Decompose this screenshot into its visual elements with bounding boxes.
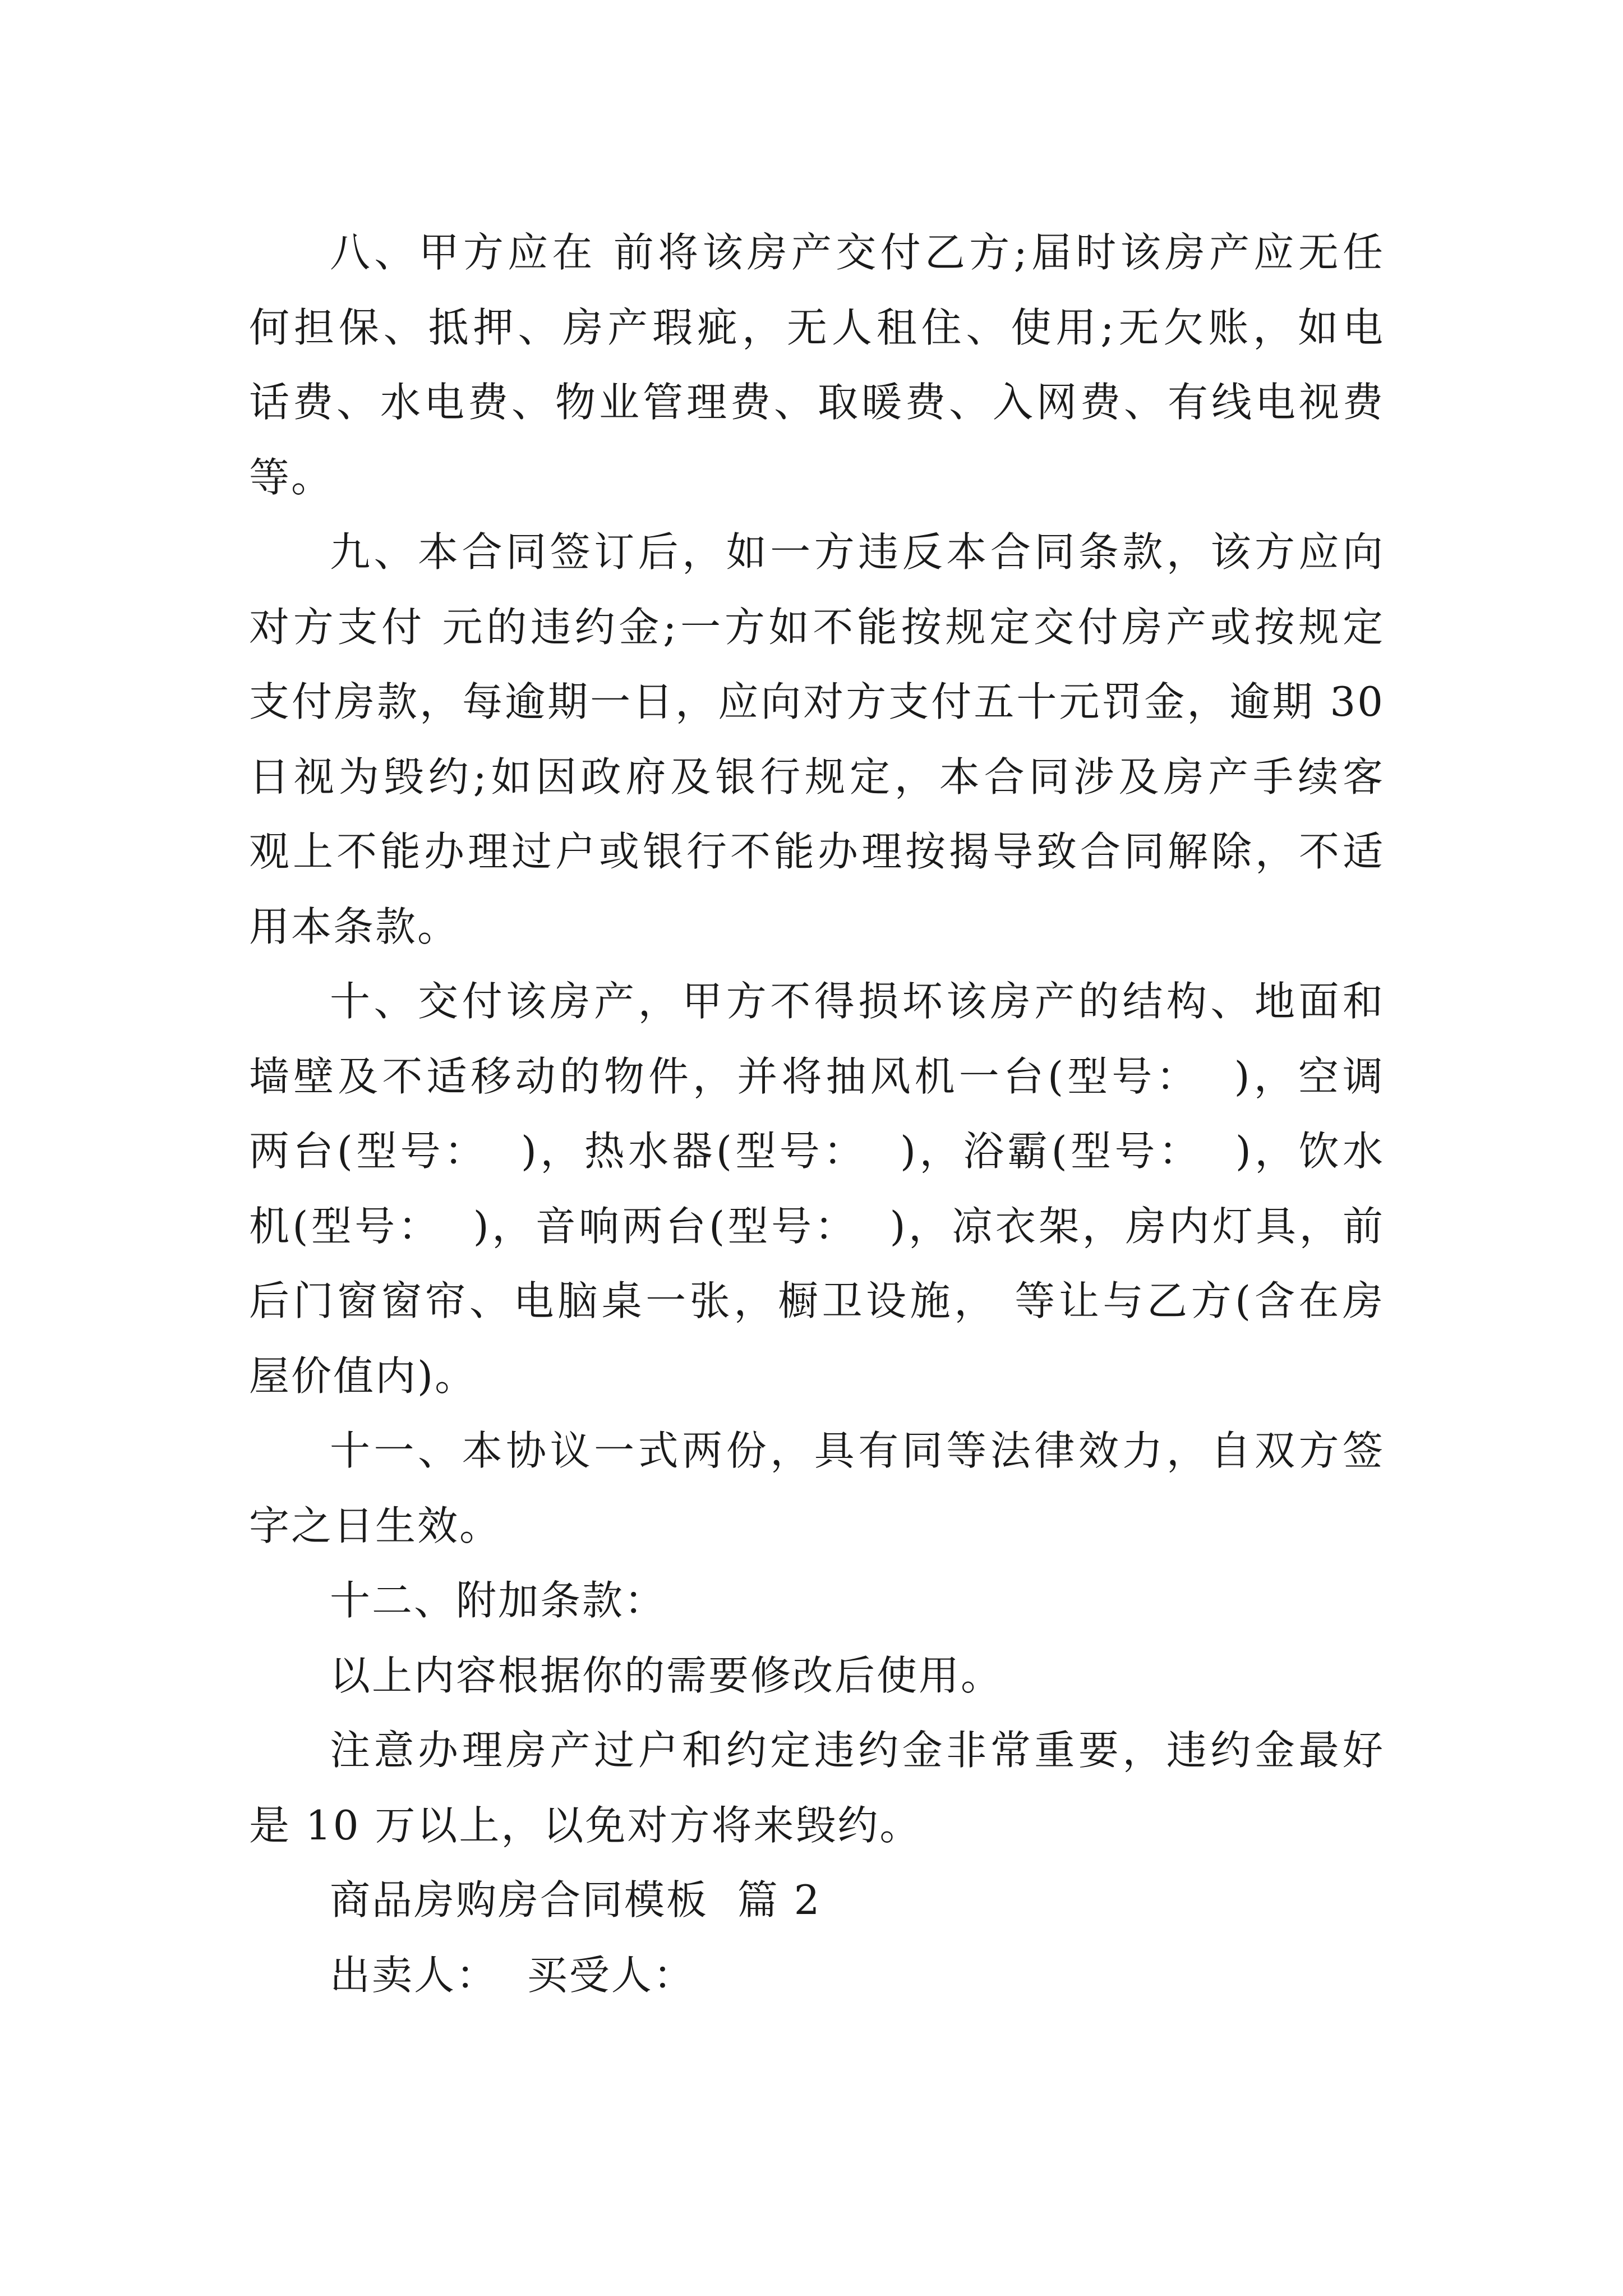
text-line: 墙壁及不适移动的物件，并将抽风机一台(型号： )，空调 — [249, 1052, 1385, 1100]
text-line: 日视为毁约;如因政府及银行规定，本合同涉及房产手续客 — [249, 753, 1385, 800]
parties-line — [249, 1938, 1385, 2013]
clause-9-paragraph — [249, 515, 1385, 964]
text-line: 后门窗窗帘、电脑桌一张，橱卫设施， 等让与乙方(含在房 — [249, 1277, 1385, 1324]
text-line: 两台(型号： )，热水器(型号： )，浴霸(型号： )，饮水 — [249, 1128, 1385, 1175]
clause-8-paragraph — [249, 215, 1385, 515]
document-body — [249, 215, 1385, 2013]
text-line: 用本条款。 — [249, 903, 460, 950]
text-line: 支付房款，每逾期一日，应向对方支付五十元罚金，逾期 30 — [249, 678, 1385, 725]
text-line: 十、交付该房产，甲方不得损坏该房产的结构、地面和 — [330, 978, 1385, 1025]
text-line: 话费、水电费、物业管理费、取暖费、入网费、有线电视费 — [249, 379, 1385, 426]
penalty-note-paragraph — [249, 1713, 1385, 1863]
text-line: 何担保、抵押、房产瑕疵，无人租住、使用;无欠账，如电 — [249, 303, 1385, 351]
section-title — [249, 1863, 1385, 1938]
text-line: 以上内容根据你的需要修改后使用。 — [330, 1651, 1003, 1699]
text-line: 注意办理房产过户和约定违约金非常重要，违约金最好 — [330, 1727, 1385, 1774]
text-line: 八、甲方应在 前将该房产交付乙方;届时该房产应无任 — [330, 229, 1385, 276]
text-line: 九、本合同签订后，如一方违反本合同条款，该方应向 — [330, 528, 1385, 576]
usage-note-paragraph — [249, 1639, 1385, 1714]
text-line: 商品房购房合同模板 篇 2 — [330, 1876, 822, 1924]
text-line: 对方支付 元的违约金;一方如不能按规定交付房产或按规定 — [249, 603, 1385, 651]
clause-12-paragraph — [249, 1563, 1385, 1639]
clause-10-paragraph — [249, 964, 1385, 1414]
text-line: 十一、本协议一式两份，具有同等法律效力，自双方签 — [330, 1427, 1385, 1474]
text-line: 机(型号： )，音响两台(型号： )，凉衣架，房内灯具，前 — [249, 1202, 1385, 1250]
text-line: 等。 — [249, 453, 334, 501]
text-line: 观上不能办理过户或银行不能办理按揭导致合同解除，不适 — [249, 828, 1385, 875]
text-line: 屋价值内)。 — [249, 1352, 477, 1400]
text-line: 是 10 万以上，以免对方将来毁约。 — [249, 1801, 922, 1849]
clause-11-paragraph — [249, 1414, 1385, 1563]
text-line: 字之日生效。 — [249, 1502, 502, 1549]
text-line: 十二、附加条款： — [330, 1577, 667, 1624]
text-line: 出卖人： 买受人： — [330, 1951, 695, 1999]
